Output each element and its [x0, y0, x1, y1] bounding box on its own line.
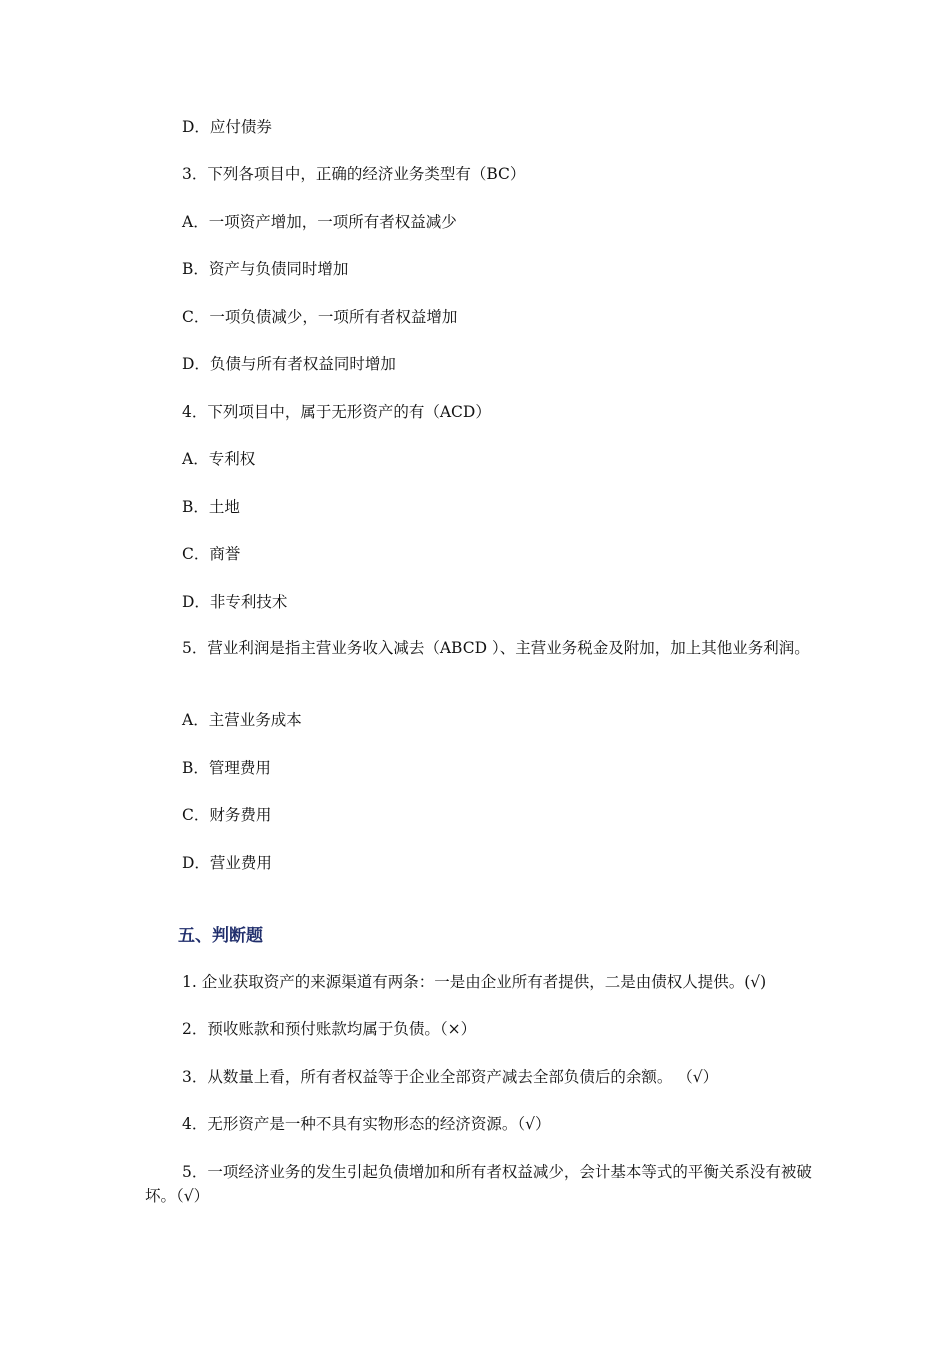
- question-5: 5．营业利润是指主营业务收入减去（ABCD ）、主营业务税金及附加，加上其他业务利润。: [182, 639, 810, 657]
- judgment-2: 2．预收账款和预付账款均属于负债。（×）: [182, 1020, 477, 1038]
- question-5-option-c: C．财务费用: [182, 806, 272, 824]
- option-d-bonds-payable: D．应付债券: [182, 118, 272, 136]
- question-3-option-c: C．一项负债减少，一项所有者权益增加: [182, 308, 458, 326]
- question-4-option-a: A．专利权: [182, 450, 256, 468]
- question-4: 4．下列项目中，属于无形资产的有（ACD）: [182, 403, 491, 421]
- question-5-option-d: D．营业费用: [182, 854, 272, 872]
- question-3-option-d: D．负债与所有者权益同时增加: [182, 355, 396, 373]
- judgment-1: 1. 企业获取资产的来源渠道有两条：一是由企业所有者提供，二是由债权人提供。(√): [182, 973, 767, 991]
- section-heading-true-false: 五、判断题: [178, 926, 263, 946]
- judgment-4: 4．无形资产是一种不具有实物形态的经济资源。（√）: [182, 1115, 551, 1133]
- question-4-option-b: B．土地: [182, 498, 240, 516]
- judgment-5: 5．一项经济业务的发生引起负债增加和所有者权益减少，会计基本等式的平衡关系没有被破坏。（√）: [145, 1163, 812, 1205]
- question-3: 3．下列各项目中，正确的经济业务类型有（BC）: [182, 165, 526, 183]
- question-4-option-d: D．非专利技术: [182, 593, 288, 611]
- question-5-option-b: B．管理费用: [182, 759, 271, 777]
- question-4-option-c: C．商誉: [182, 545, 241, 563]
- question-5-option-a: A．主营业务成本: [182, 711, 302, 729]
- question-3-option-b: B．资产与负债同时增加: [182, 260, 349, 278]
- question-3-option-a: A．一项资产增加，一项所有者权益减少: [182, 213, 457, 231]
- judgment-3: 3．从数量上看，所有者权益等于企业全部资产减去全部负债后的余额。 （√）: [182, 1068, 719, 1086]
